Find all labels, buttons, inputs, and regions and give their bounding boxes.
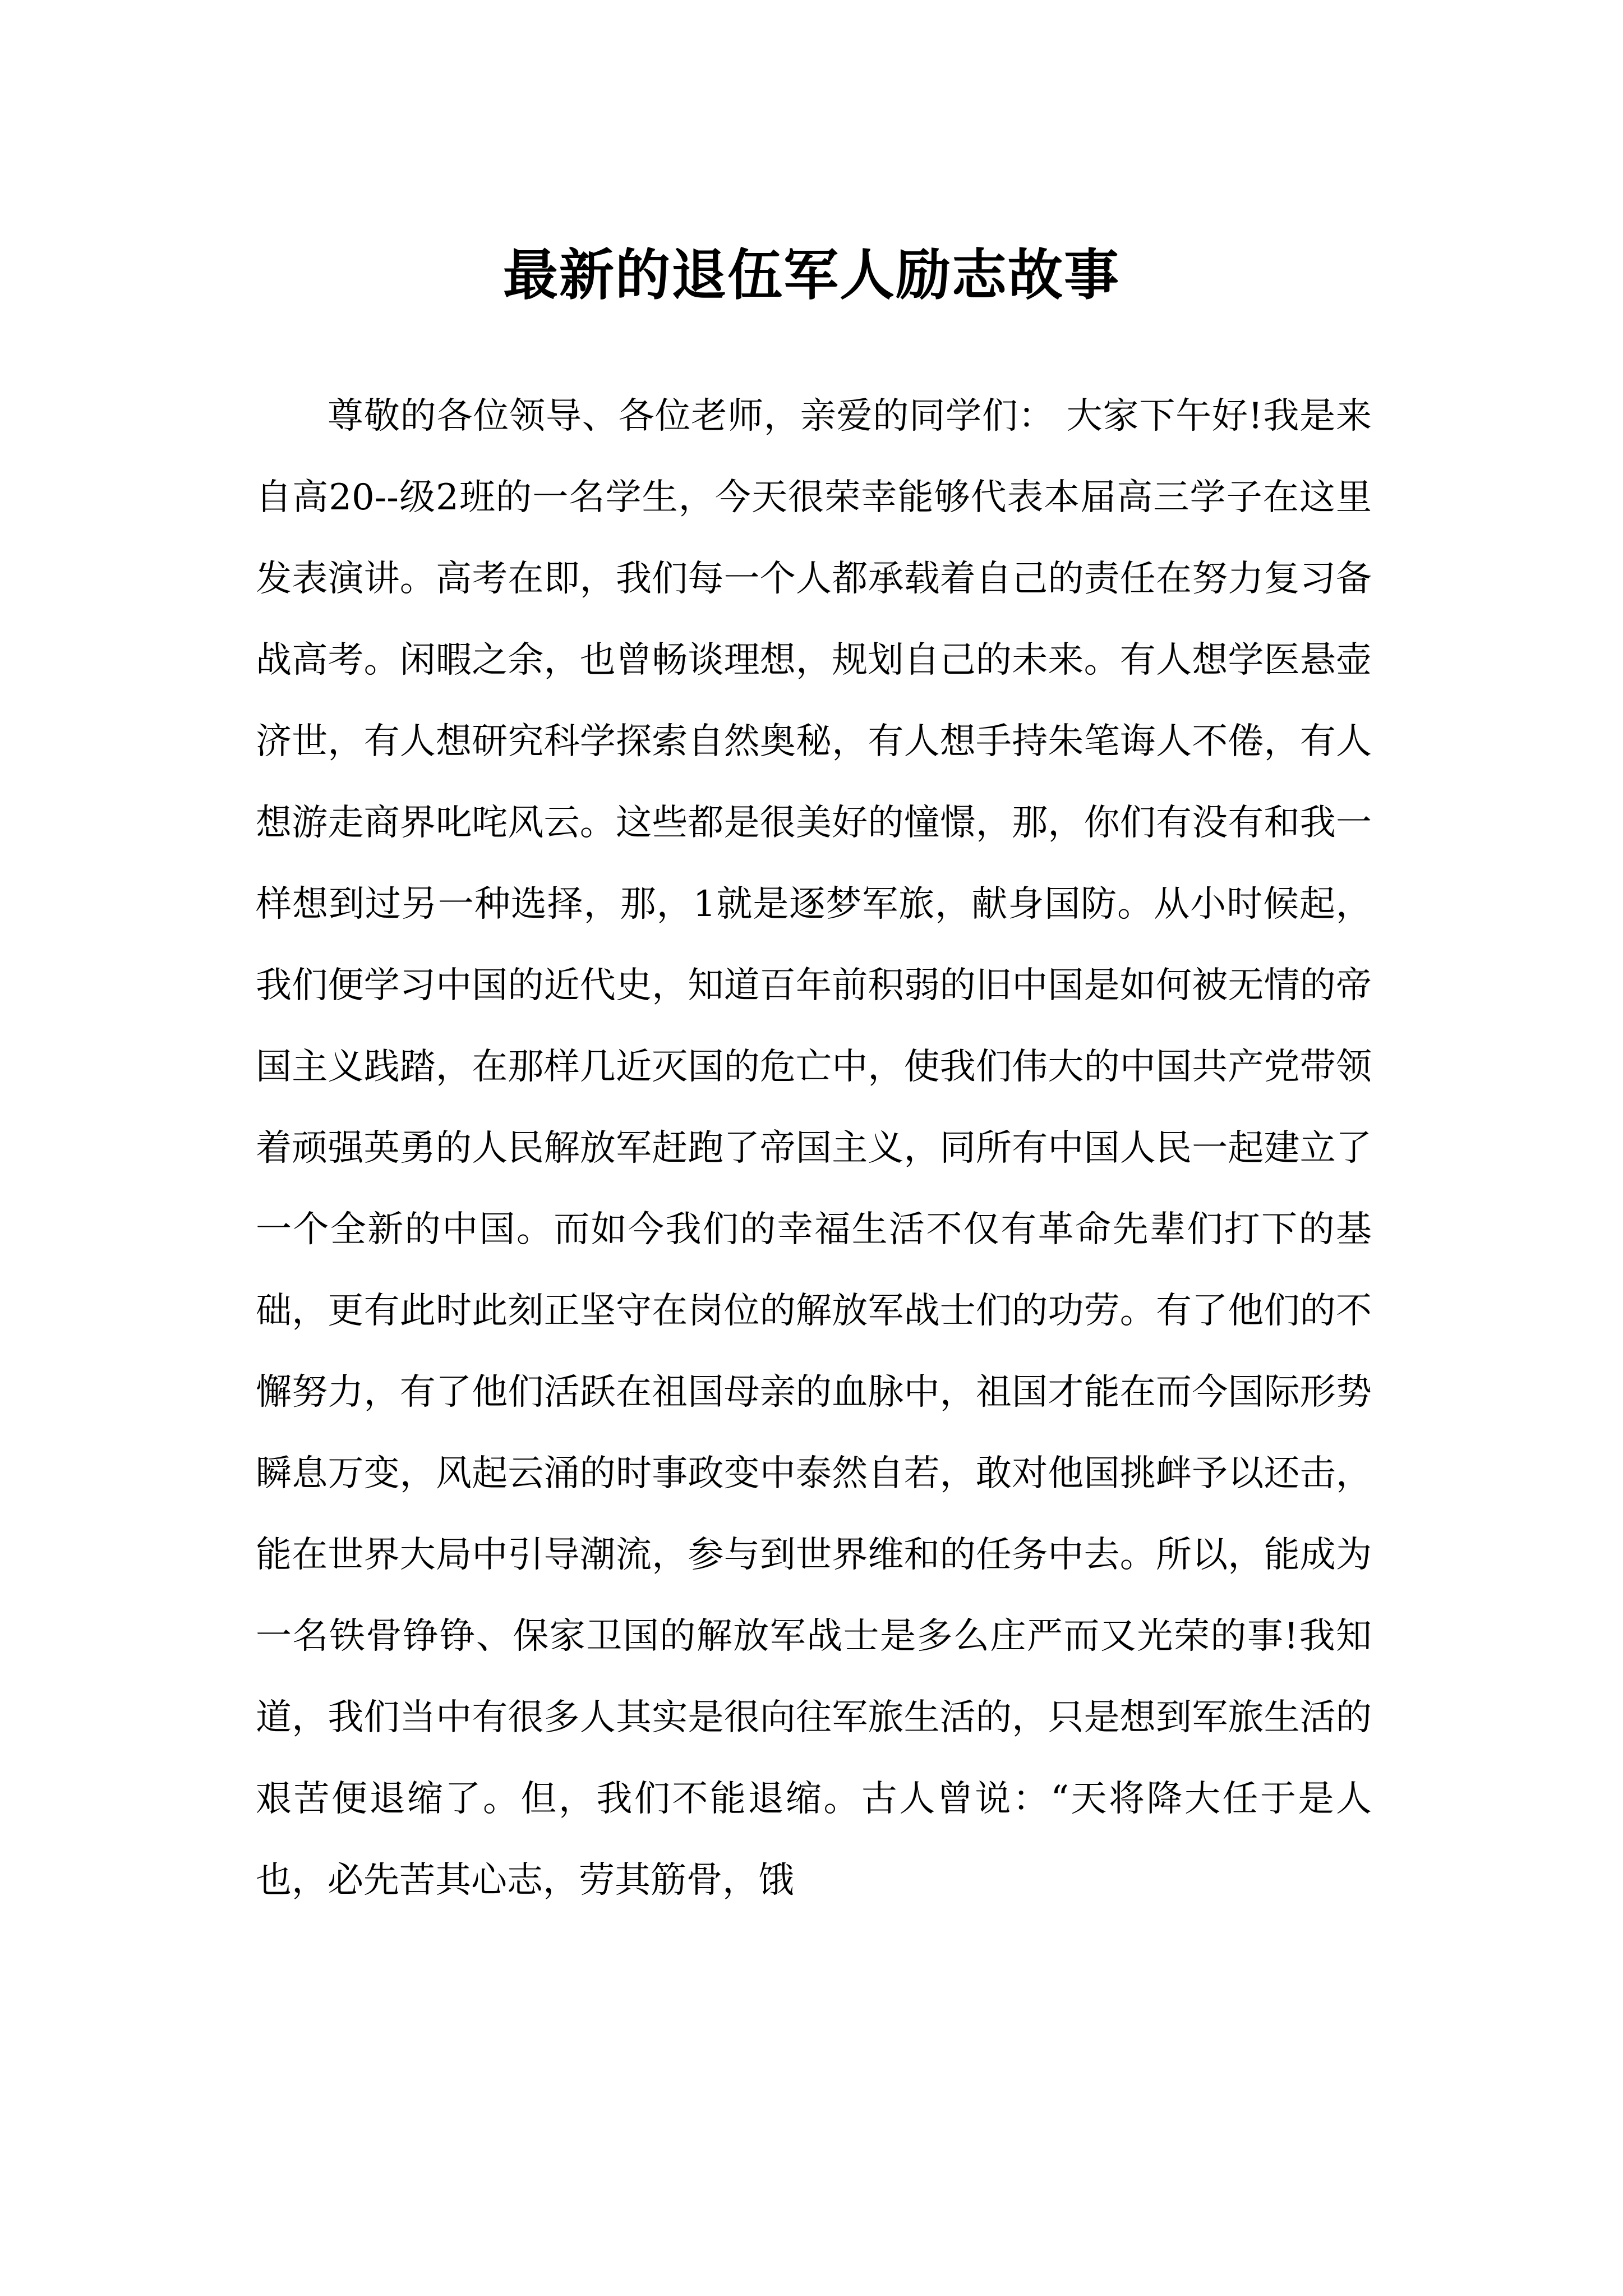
document-title: 最新的退伍军人励志故事 <box>502 242 1120 307</box>
body-paragraph: 尊敬的各位领导、各位老师，亲爱的同学们： 大家下午好!我是来自高20--级2班的一名学生，今天很荣幸能够代表本届高三学子在这里发表演讲。高考在即，我们每一个人都承载着自己的责任在努力复习备战高考。闲暇之余，也曾畅谈理想，规划自己的未来。有人想学医悬壶济世，有人想研究科学探索自然奥秘，有人想手持朱笔诲人不倦，有人想游走商界叱咤风云。这些都是很美好的憧憬，那，你们有没有和我一样想到过另一种选择，那，1就是逐梦军旅，献身国防。从小时候起，我们便学习中国的近代史，知道百年前积弱的旧中国是如何被无情的帝国主义践踏，在那样几近灭国的危亡中，使我们伟大的中国共产党带领着顽强英勇的人民解放军赶跑了帝国主义，同所有中国人民一起建立了一个全新的中国。而如今我们的幸福生活不仅有革命先辈们打下的基础，更有此时此刻正坚守在岗位的解放军战士们的功劳。有了他们的不懈努力，有了他们活跃在祖国母亲的血脉中，祖国才能在而今国际形势瞬息万变，风起云涌的时事政变中泰然自若，敢对他国挑衅予以还击，能在世界大局中引导潮流，参与到世界维和的任务中去。所以，能成为一名铁骨铮铮、保家卫国的解放军战士是多么庄严而又光荣的事!我知道，我们当中有很多人其实是很向往军旅生活的，只是想到军旅生活的艰苦便退缩了。但，我们不能退缩。古人曾说：“天将降大任于是人也，必先苦其心志，劳其筋骨，饿 <box>256 395 1372 1901</box>
